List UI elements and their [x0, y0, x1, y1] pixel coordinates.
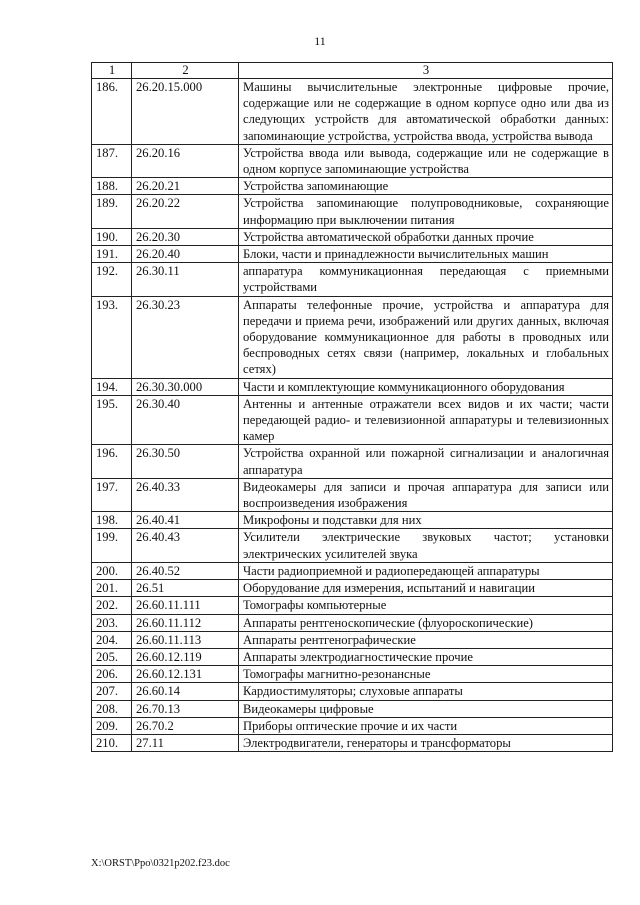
- row-description: Машины вычислительные электронные цифровые прочие, содержащие или не содержащие в одном корпусе одно или два из следующих устройств для автоматической обработки данных: запоминающие устройства, устройства ввода, устройства вывода: [239, 79, 613, 145]
- row-code: 26.30.50: [132, 445, 239, 478]
- row-description: Оборудование для измерения, испытаний и навигации: [239, 580, 613, 597]
- row-description: Видеокамеры для записи и прочая аппаратура для записи или воспроизведения изображения: [239, 478, 613, 511]
- row-number: 196.: [92, 445, 132, 478]
- row-code: 26.60.12.131: [132, 666, 239, 683]
- row-number: 187.: [92, 144, 132, 177]
- row-code: 26.20.40: [132, 246, 239, 263]
- row-description: Аппараты рентгенографические: [239, 631, 613, 648]
- footer-file-path: X:\ORST\Ppo\0321p202.f23.doc: [91, 858, 230, 869]
- row-code: 26.20.21: [132, 178, 239, 195]
- column-header-number: 1: [92, 63, 132, 79]
- row-number: 205.: [92, 648, 132, 665]
- table-row: [92, 700, 613, 717]
- table-row: [92, 395, 613, 445]
- row-code: 26.60.11.112: [132, 614, 239, 631]
- row-number: 197.: [92, 478, 132, 511]
- row-description: Микрофоны и подставки для них: [239, 512, 613, 529]
- document-table: [91, 62, 613, 752]
- row-description: Части радиоприемной и радиопередающей аппаратуры: [239, 562, 613, 579]
- table-row: [92, 445, 613, 478]
- row-description: Устройства охранной или пожарной сигнализации и аналогичная аппаратура: [239, 445, 613, 478]
- row-code: 26.30.30.000: [132, 378, 239, 395]
- row-number: 189.: [92, 195, 132, 228]
- row-description: Части и комплектующие коммуникационного оборудования: [239, 378, 613, 395]
- row-number: 191.: [92, 246, 132, 263]
- row-description: Аппараты телефонные прочие, устройства и аппаратура для передачи и приема речи, изображений или других данных, включая оборудование коммуникационное для работы в проводных или беспроводных сетях связи (например, локальных и глобальных сетях): [239, 296, 613, 378]
- table-row: [92, 734, 613, 751]
- row-code: 26.60.12.119: [132, 648, 239, 665]
- row-code: 26.40.52: [132, 562, 239, 579]
- table-row: [92, 683, 613, 700]
- table-row: [92, 478, 613, 511]
- row-code: 26.20.15.000: [132, 79, 239, 145]
- row-description: Кардиостимуляторы; слуховые аппараты: [239, 683, 613, 700]
- row-description: аппаратура коммуникационная передающая с приемными устройствами: [239, 263, 613, 296]
- table-row: [92, 717, 613, 734]
- row-number: 186.: [92, 79, 132, 145]
- row-number: 190.: [92, 228, 132, 245]
- table-row: [92, 263, 613, 296]
- row-description: Видеокамеры цифровые: [239, 700, 613, 717]
- row-number: 206.: [92, 666, 132, 683]
- row-code: 26.70.13: [132, 700, 239, 717]
- row-description: Томографы магнитно-резонансные: [239, 666, 613, 683]
- row-number: 194.: [92, 378, 132, 395]
- row-description: Устройства автоматической обработки данных прочие: [239, 228, 613, 245]
- table-header-row: [92, 63, 613, 79]
- table-row: [92, 631, 613, 648]
- row-code: 27.11: [132, 734, 239, 751]
- table-row: [92, 580, 613, 597]
- row-number: 195.: [92, 395, 132, 445]
- row-description: Антенны и антенные отражатели всех видов и их части; части передающей радио- и телевизионной аппаратуры и телевизионных камер: [239, 395, 613, 445]
- row-code: 26.20.30: [132, 228, 239, 245]
- row-code: 26.20.22: [132, 195, 239, 228]
- row-code: 26.70.2: [132, 717, 239, 734]
- row-number: 193.: [92, 296, 132, 378]
- table-row: [92, 246, 613, 263]
- row-description: Усилители электрические звуковых частот; установки электрических усилителей звука: [239, 529, 613, 562]
- row-code: 26.60.14: [132, 683, 239, 700]
- row-number: 198.: [92, 512, 132, 529]
- row-number: 199.: [92, 529, 132, 562]
- row-code: 26.60.11.113: [132, 631, 239, 648]
- column-header-description: 3: [239, 63, 613, 79]
- row-description: Приборы оптические прочие и их части: [239, 717, 613, 734]
- row-code: 26.40.41: [132, 512, 239, 529]
- row-description: Устройства ввода или вывода, содержащие или не содержащие в одном корпусе запоминающие устройства: [239, 144, 613, 177]
- row-number: 188.: [92, 178, 132, 195]
- row-number: 200.: [92, 562, 132, 579]
- table-row: [92, 512, 613, 529]
- row-code: 26.30.23: [132, 296, 239, 378]
- row-code: 26.51: [132, 580, 239, 597]
- row-description: Устройства запоминающие полупроводниковые, сохраняющие информацию при выключении питания: [239, 195, 613, 228]
- row-description: Блоки, части и принадлежности вычислительных машин: [239, 246, 613, 263]
- row-code: 26.40.33: [132, 478, 239, 511]
- table-row: [92, 178, 613, 195]
- table-row: [92, 378, 613, 395]
- row-code: 26.60.11.111: [132, 597, 239, 614]
- row-number: 210.: [92, 734, 132, 751]
- row-description: Аппараты рентгеноскопические (флуороскопические): [239, 614, 613, 631]
- table-row: [92, 79, 613, 145]
- row-code: 26.30.11: [132, 263, 239, 296]
- row-number: 209.: [92, 717, 132, 734]
- row-description: Аппараты электродиагностические прочие: [239, 648, 613, 665]
- row-number: 203.: [92, 614, 132, 631]
- table-row: [92, 195, 613, 228]
- row-description: Томографы компьютерные: [239, 597, 613, 614]
- row-code: 26.40.43: [132, 529, 239, 562]
- row-number: 204.: [92, 631, 132, 648]
- table-row: [92, 648, 613, 665]
- column-header-code: 2: [132, 63, 239, 79]
- table-row: [92, 597, 613, 614]
- row-code: 26.20.16: [132, 144, 239, 177]
- row-number: 202.: [92, 597, 132, 614]
- row-number: 208.: [92, 700, 132, 717]
- table-row: [92, 228, 613, 245]
- row-description: Электродвигатели, генераторы и трансформаторы: [239, 734, 613, 751]
- row-description: Устройства запоминающие: [239, 178, 613, 195]
- table-row: [92, 666, 613, 683]
- table-row: [92, 144, 613, 177]
- table-row: [92, 296, 613, 378]
- table-row: [92, 614, 613, 631]
- table-row: [92, 529, 613, 562]
- row-code: 26.30.40: [132, 395, 239, 445]
- table-row: [92, 562, 613, 579]
- row-number: 207.: [92, 683, 132, 700]
- row-number: 201.: [92, 580, 132, 597]
- page-number: 11: [314, 34, 326, 48]
- row-number: 192.: [92, 263, 132, 296]
